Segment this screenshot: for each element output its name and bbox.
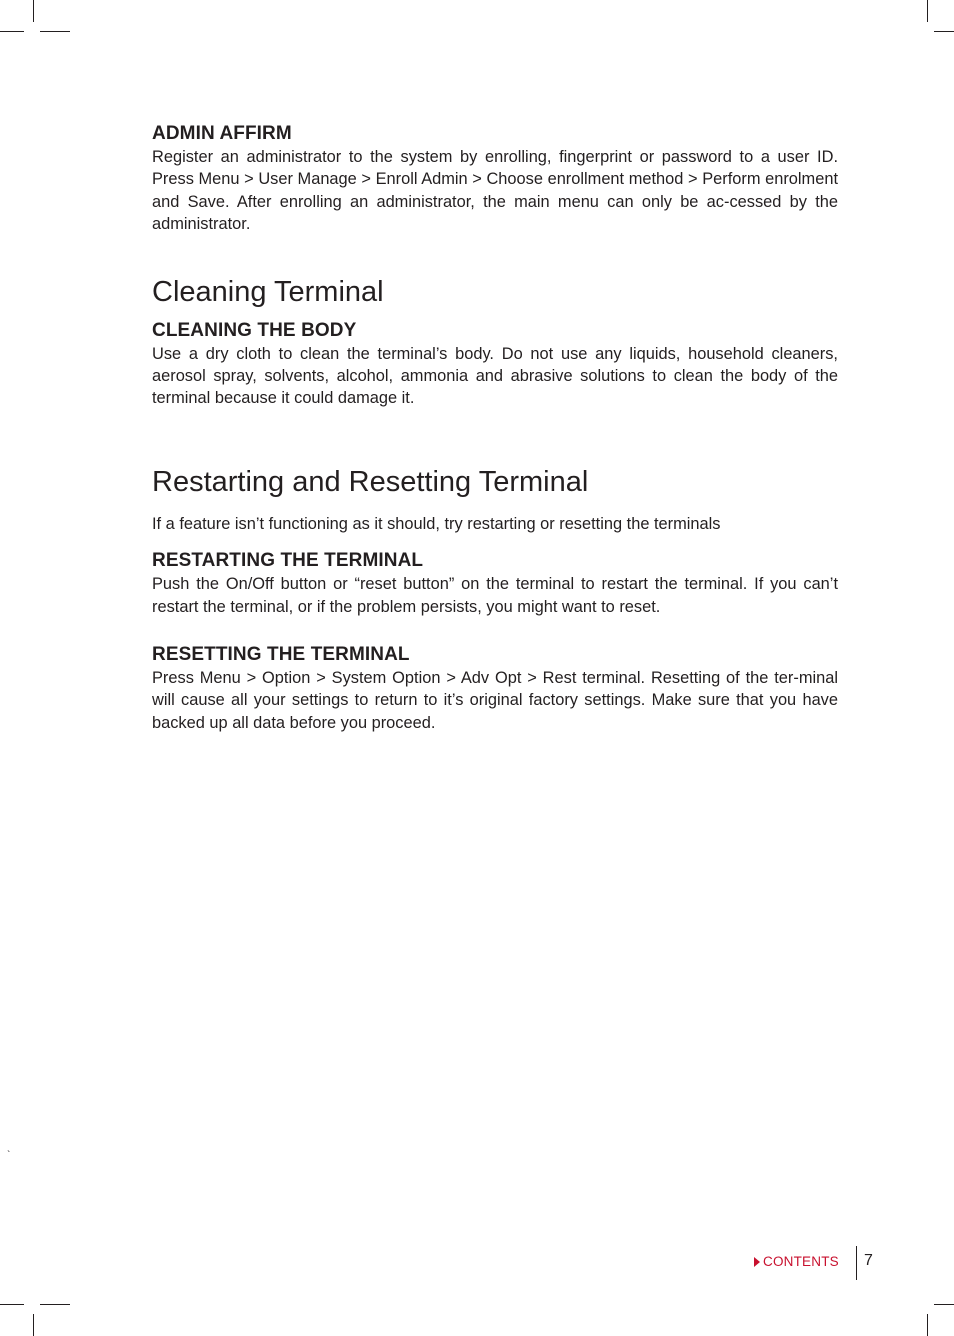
crop-mark (40, 1304, 70, 1305)
crop-mark (934, 31, 954, 32)
resetting-heading: RESETTING THE TERMINAL (152, 644, 410, 666)
contents-link[interactable] (754, 1253, 839, 1271)
page-number: 7 (864, 1252, 873, 1269)
crop-mark (0, 1304, 24, 1305)
stray-mark: ` (7, 1150, 11, 1161)
crop-mark (0, 31, 24, 32)
contents-label: CONTENTS (763, 1254, 839, 1269)
page-content (152, 122, 838, 734)
admin-affirm-body: Register an administrator to the system by enrolling, fingerprint or password to a user ID. Press Menu > User Manage > Enroll Admin > Choose enrollment method > Perform enrolment and Save. After enrolling an administrator, the main menu can only be ac-cessed by the administrator. (152, 148, 838, 234)
restarting-body: Push the On/Off button or “reset button” on the terminal to restart the terminal. If you can’t restart the terminal, or if the problem persists, you might want to reset. (152, 575, 838, 616)
crop-mark (33, 0, 34, 22)
crop-mark (934, 1304, 954, 1305)
cleaning-body-text: Use a dry cloth to clean the terminal’s body. Do not use any liquids, household cleaners, aerosol spray, solvents, alcohol, ammonia and abrasive solutions to clean the body of the terminal because it could damage it. (152, 344, 838, 408)
crop-mark (927, 1314, 928, 1336)
triangle-right-icon (754, 1257, 760, 1267)
resetting-body: Press Menu > Option > System Option > Adv Opt > Rest terminal. Resetting of the ter-minal will cause all your settings to return to it’s original factory settings. Make sure that you have backed up all data before you proceed. (152, 669, 838, 732)
crop-mark (33, 1314, 34, 1336)
admin-affirm-heading: ADMIN AFFIRM (152, 123, 292, 144)
restarting-heading: RESTARTING THE TERMINAL (152, 550, 424, 572)
restart-reset-title: Restarting and Resetting Terminal (152, 465, 589, 498)
cleaning-terminal-title: Cleaning Terminal (152, 275, 384, 308)
crop-mark (927, 0, 928, 22)
crop-mark (40, 31, 70, 32)
cleaning-body-heading: CLEANING THE BODY (152, 319, 357, 341)
footer-divider (856, 1246, 857, 1280)
restart-reset-intro: If a feature isn’t functioning as it should, try restarting or resetting the terminals (152, 514, 721, 533)
